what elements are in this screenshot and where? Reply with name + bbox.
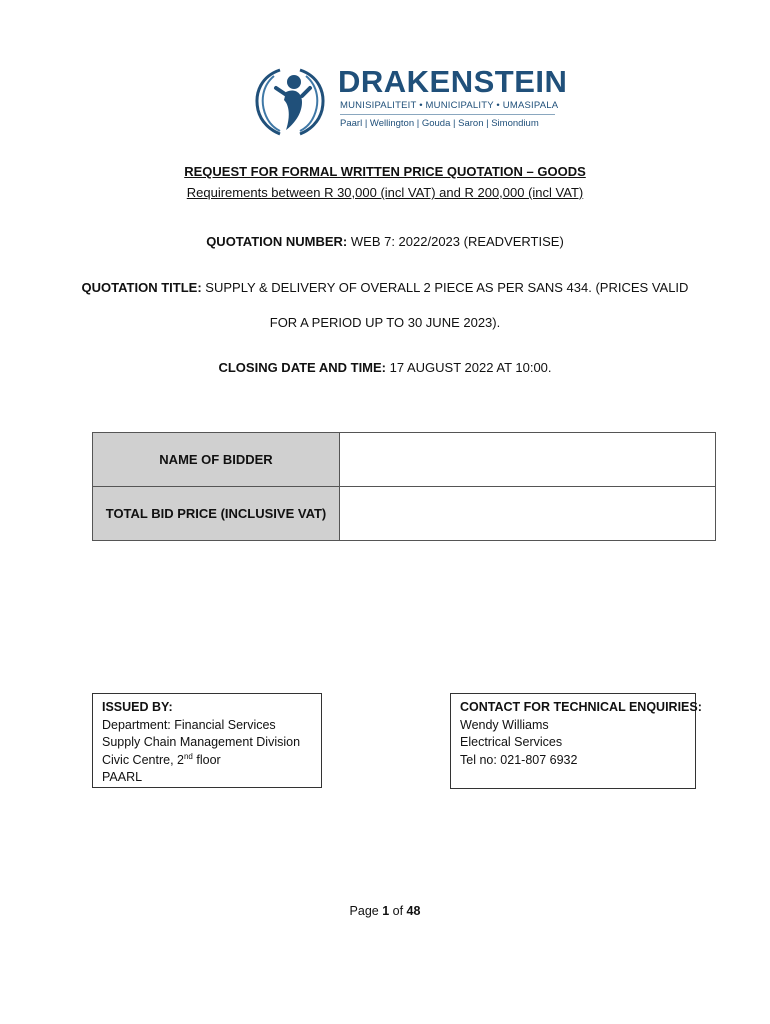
closing-date-label: CLOSING DATE AND TIME:	[218, 360, 387, 375]
closing-date-value: 17 AUGUST 2022 AT 10:00.	[389, 360, 552, 375]
closing-date	[0, 360, 770, 375]
logo-subtitle: MUNISIPALITEIT • MUNICIPALITY • UMASIPALA	[340, 100, 559, 111]
logo-towns: Paarl | Wellington | Gouda | Saron | Simondium	[340, 118, 539, 129]
quotation-number-value: WEB 7: 2022/2023 (READVERTISE)	[350, 234, 564, 249]
contact-heading: CONTACT FOR TECHNICAL ENQUIRIES:	[460, 700, 702, 714]
municipality-emblem-icon	[250, 62, 330, 136]
logo-divider	[340, 114, 555, 115]
bidder-name-field[interactable]	[340, 433, 716, 487]
document-title: REQUEST FOR FORMAL WRITTEN PRICE QUOTATION – GOODS	[184, 164, 586, 179]
quotation-title	[0, 280, 770, 295]
logo-name: DRAKENSTEIN	[338, 64, 568, 99]
contact-name: Wendy Williams	[460, 717, 549, 732]
quotation-number-label: QUOTATION NUMBER:	[206, 234, 348, 249]
quotation-number	[0, 234, 770, 249]
page-total: 48	[406, 904, 421, 918]
total-bid-price-label: TOTAL BID PRICE (INCLUSIVE VAT)	[93, 487, 340, 541]
bidder-name-label: NAME OF BIDDER	[93, 433, 340, 487]
issued-by-department: Department: Financial Services	[102, 717, 276, 732]
location-prefix: Civic Centre, 2	[102, 752, 184, 767]
location-sup: nd	[183, 751, 193, 761]
page-number	[0, 904, 770, 918]
contact-tel: Tel no: 021-807 6932	[460, 752, 578, 767]
quotation-title-value-line1: SUPPLY & DELIVERY OF OVERALL 2 PIECE AS PER SANS 434. (PRICES VALID	[205, 280, 689, 295]
requirements-line: Requirements between R 30,000 (incl VAT) and R 200,000 (incl VAT)	[186, 185, 584, 200]
issued-by-location	[102, 752, 312, 770]
page-of: of	[389, 904, 407, 918]
issued-by-division: Supply Chain Management Division	[102, 735, 301, 750]
table-row	[93, 487, 716, 541]
total-bid-price-field[interactable]	[340, 487, 716, 541]
quotation-title-label: QUOTATION TITLE:	[81, 280, 202, 295]
issued-by-heading: ISSUED BY:	[102, 700, 173, 714]
contact-department: Electrical Services	[460, 735, 563, 750]
table-row	[93, 433, 716, 487]
drakenstein-logo	[250, 62, 570, 136]
location-suffix: floor	[192, 752, 221, 767]
bidder-table	[92, 432, 716, 541]
issued-by-box	[92, 693, 322, 788]
technical-contact-box	[450, 693, 702, 789]
quotation-title-value-line2: FOR A PERIOD UP TO 30 JUNE 2023).	[269, 315, 501, 330]
page-current: 1	[382, 904, 390, 918]
issued-by-city: PAARL	[102, 770, 143, 785]
page-prefix: Page	[349, 904, 383, 918]
